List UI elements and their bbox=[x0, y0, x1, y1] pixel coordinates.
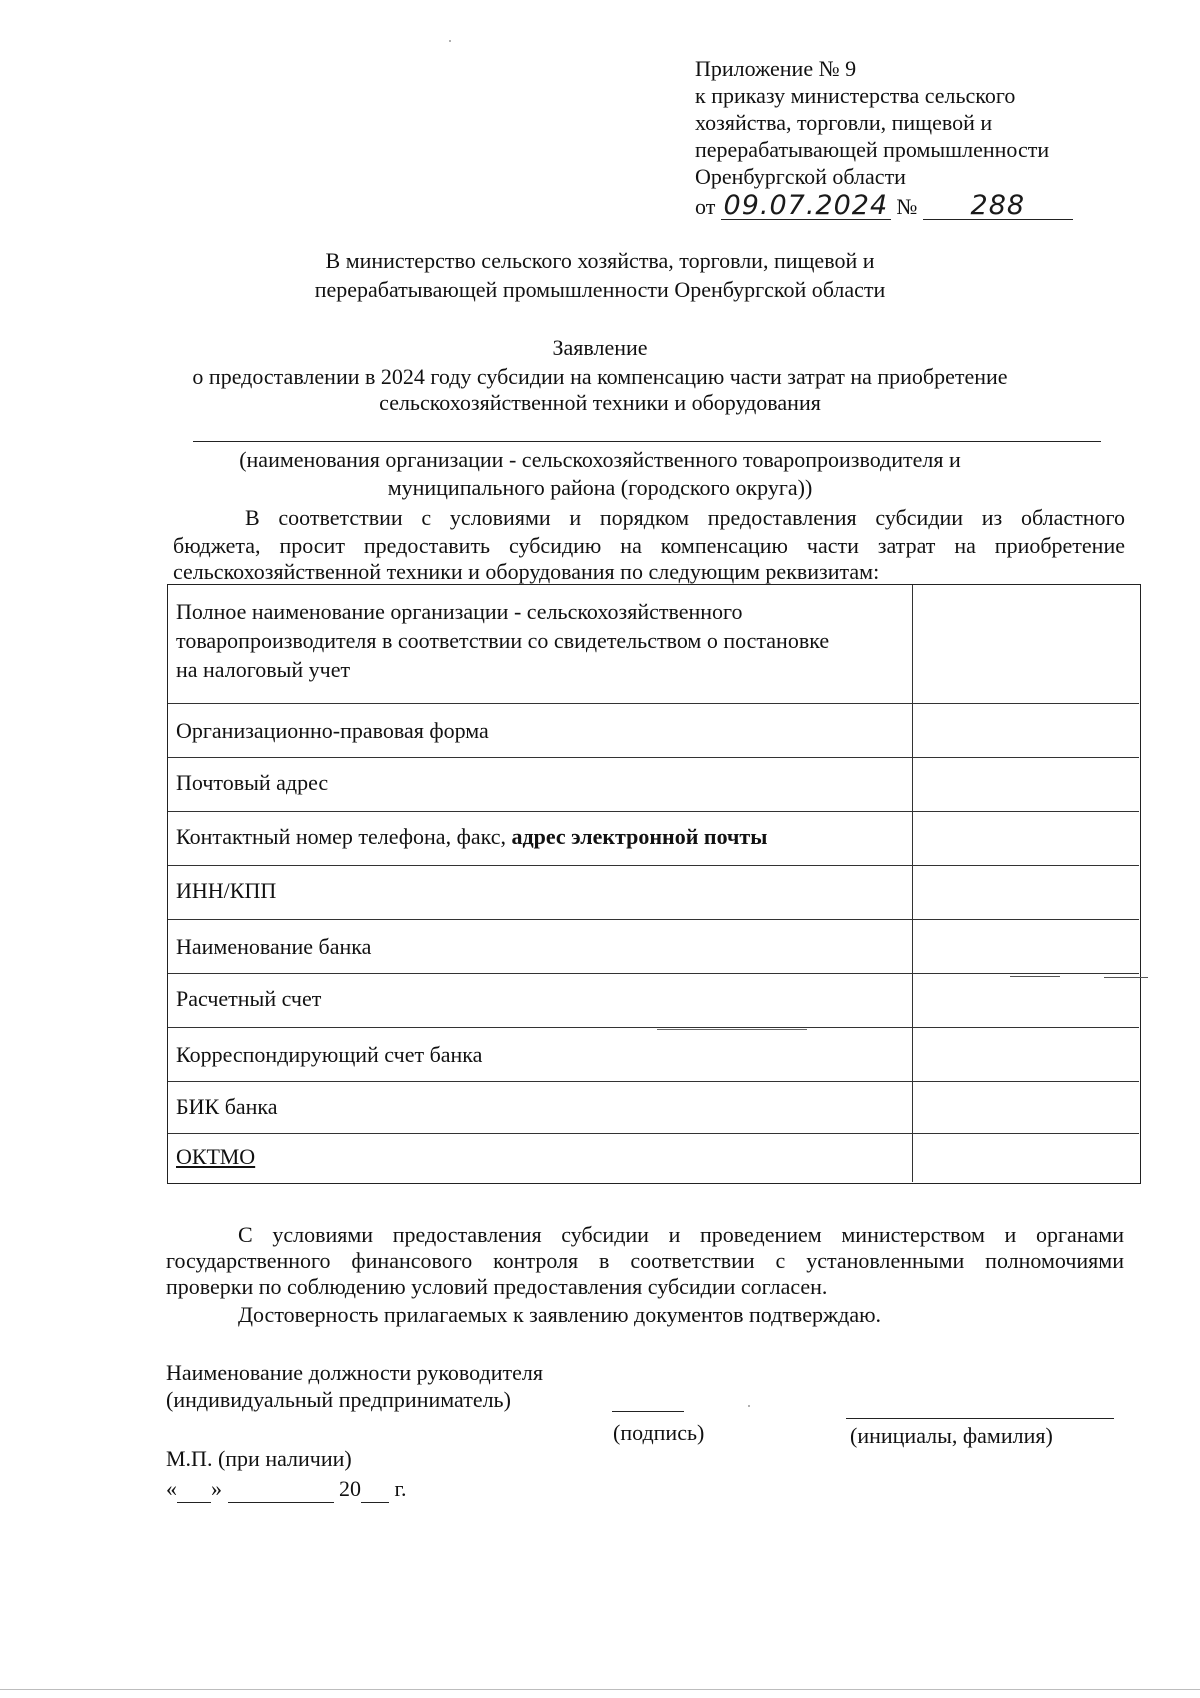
order-number-handwritten: 288 bbox=[923, 192, 1073, 220]
number-prefix: № bbox=[896, 194, 918, 219]
scan-speck bbox=[449, 40, 451, 42]
scan-speck bbox=[748, 1405, 750, 1407]
position-sublabel: (индивидуальный предприниматель) bbox=[166, 1387, 511, 1412]
table-row bbox=[168, 1028, 1139, 1082]
column-divider bbox=[912, 812, 913, 865]
row-label-postal-address: Почтовый адрес bbox=[176, 770, 329, 795]
row-label-inn-kpp: ИНН/КПП bbox=[176, 878, 277, 903]
column-divider bbox=[912, 758, 913, 811]
value-legal-form[interactable] bbox=[916, 704, 1137, 757]
intro-text: сельскохозяйственной техники и оборудования по следующим реквизитам: bbox=[173, 559, 880, 584]
consent-text: проверки по соблюдению условий предоставления субсидии согласен. bbox=[166, 1274, 828, 1299]
addressee-line: В министерство сельского хозяйства, торговли, пищевой и bbox=[325, 248, 875, 273]
organization-name-field[interactable] bbox=[193, 441, 1101, 442]
consent-text: С условиями предоставления субсидии и проведением министерством и органами bbox=[238, 1222, 1124, 1247]
column-divider bbox=[912, 1082, 913, 1133]
row-label-line: товаропроизводителя в соответствии со свидетельством о постановке bbox=[176, 628, 830, 653]
name-caption: (инициалы, фамилия) bbox=[850, 1423, 1053, 1448]
scan-mark bbox=[657, 1029, 807, 1030]
stamp-label: М.П. (при наличии) bbox=[166, 1446, 352, 1471]
row-label-settlement-account: Расчетный счет bbox=[176, 986, 322, 1011]
row-label-contacts bbox=[176, 822, 767, 851]
date-close-quote: » bbox=[211, 1476, 222, 1501]
table-row bbox=[168, 585, 1139, 704]
table-row bbox=[168, 866, 1139, 920]
value-inn-kpp[interactable] bbox=[916, 866, 1137, 919]
organization-field-caption: муниципального района (городского округа)) bbox=[387, 475, 813, 500]
value-bic[interactable] bbox=[916, 1082, 1137, 1133]
order-date-handwritten: 09.07.2024 bbox=[721, 192, 891, 220]
signature-field[interactable] bbox=[612, 1411, 684, 1412]
value-full-name[interactable] bbox=[916, 585, 1137, 703]
column-divider bbox=[912, 585, 913, 703]
value-bank-name[interactable] bbox=[916, 920, 1137, 973]
addressee-line: перерабатывающей промышленности Оренбургской области bbox=[314, 277, 886, 302]
year-field[interactable] bbox=[361, 1476, 389, 1503]
column-divider bbox=[912, 974, 913, 1027]
scan-edge-line bbox=[0, 1689, 1200, 1690]
appendix-line: к приказу министерства сельского bbox=[695, 83, 1016, 108]
appendix-title: Приложение № 9 bbox=[695, 56, 857, 81]
row-label-line: на налоговый учет bbox=[176, 657, 351, 682]
row-label-oktmo: ОКТМО bbox=[176, 1144, 256, 1169]
row-label-bank-name: Наименование банка bbox=[176, 934, 372, 959]
value-correspondent-account[interactable] bbox=[916, 1028, 1137, 1081]
row-label-line: Полное наименование организации - сельскохозяйственного bbox=[176, 599, 743, 624]
row-label-correspondent-account: Корреспондирующий счет банка bbox=[176, 1042, 483, 1067]
column-divider bbox=[912, 1028, 913, 1081]
organization-field-caption: (наименования организации - сельскохозяйственного товаропроизводителя и bbox=[239, 447, 961, 472]
intro-text: В соответствии с условиями и порядком предоставления субсидии из областного bbox=[245, 505, 1125, 530]
appendix-block bbox=[695, 55, 1073, 220]
table-row bbox=[168, 758, 1139, 812]
table-row bbox=[168, 920, 1139, 974]
scan-mark bbox=[1010, 976, 1060, 977]
confirmation-text: Достоверность прилагаемых к заявлению документов подтверждаю. bbox=[238, 1302, 882, 1327]
row-label-full-name bbox=[176, 597, 829, 684]
table-row bbox=[168, 1134, 1139, 1182]
order-date-number bbox=[695, 192, 1073, 220]
value-settlement-account[interactable] bbox=[916, 974, 1137, 1027]
column-divider bbox=[912, 704, 913, 757]
column-divider bbox=[912, 920, 913, 973]
requisites-table bbox=[167, 584, 1141, 1184]
value-postal-address[interactable] bbox=[916, 758, 1137, 811]
row-label-legal-form: Организационно-правовая форма bbox=[176, 718, 489, 743]
table-row bbox=[168, 704, 1139, 758]
year-suffix: г. bbox=[394, 1476, 407, 1501]
table-row bbox=[168, 812, 1139, 866]
appendix-line: хозяйства, торговли, пищевой и bbox=[695, 110, 993, 135]
contacts-label-bold: адрес электронной почты bbox=[511, 824, 768, 849]
appendix-line: перерабатывающей промышленности bbox=[695, 137, 1050, 162]
row-label-bic: БИК банка bbox=[176, 1094, 278, 1119]
document-subtitle: о предоставлении в 2024 году субсидии на компенсацию части затрат на приобретение bbox=[192, 364, 1008, 389]
value-contacts[interactable] bbox=[916, 812, 1137, 865]
document-title: Заявление bbox=[552, 335, 648, 360]
month-field[interactable] bbox=[228, 1476, 334, 1503]
consent-text: государственного финансового контроля в соответствии с установленными полномочиями bbox=[166, 1248, 1124, 1273]
table-row bbox=[168, 1082, 1139, 1134]
column-divider bbox=[912, 1134, 913, 1182]
value-oktmo[interactable] bbox=[916, 1134, 1137, 1182]
date-open-quote: « bbox=[166, 1476, 177, 1501]
signature-caption: (подпись) bbox=[613, 1420, 705, 1445]
day-field[interactable] bbox=[177, 1476, 211, 1503]
appendix-line: Оренбургской области bbox=[695, 164, 906, 189]
position-label: Наименование должности руководителя bbox=[166, 1360, 543, 1385]
date-prefix: от bbox=[695, 194, 716, 219]
column-divider bbox=[912, 866, 913, 919]
contacts-label-normal: Контактный номер телефона, факс, bbox=[176, 824, 512, 849]
scan-mark bbox=[1104, 977, 1148, 978]
intro-text: бюджета, просит предоставить субсидию на компенсацию части затрат на приобретение bbox=[173, 533, 1125, 558]
table-row bbox=[168, 974, 1139, 1028]
name-field[interactable] bbox=[846, 1418, 1114, 1419]
date-field bbox=[166, 1476, 407, 1503]
year-prefix: 20 bbox=[339, 1476, 361, 1501]
document-subtitle: сельскохозяйственной техники и оборудования bbox=[379, 390, 821, 415]
